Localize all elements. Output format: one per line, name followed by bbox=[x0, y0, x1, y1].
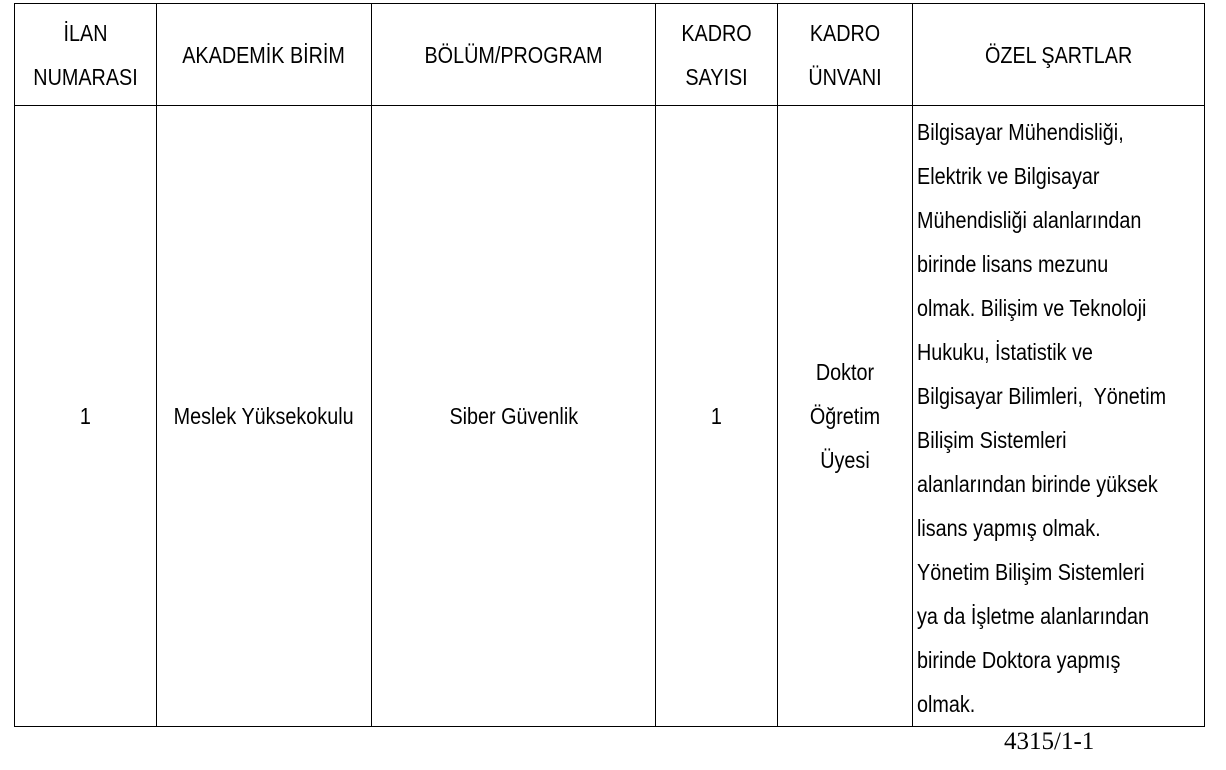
ozel-sartlar-line: lisans yapmış olmak. bbox=[917, 515, 1101, 541]
header-kadro-unvani-line-1: KADRO bbox=[809, 19, 881, 46]
kadro-unvani-line-2: Öğretim bbox=[809, 403, 881, 429]
bolum-program-value: Siber Güvenlik bbox=[449, 403, 578, 429]
header-ilan-numarasi-line-2: NUMARASI bbox=[33, 63, 138, 90]
cell-kadro-unvani bbox=[778, 106, 913, 727]
header-akademik-birim bbox=[157, 4, 372, 106]
header-ilan-numarasi-line-1: İLAN bbox=[63, 19, 108, 46]
akademik-birim-value: Meslek Yüksekokulu bbox=[174, 403, 354, 429]
kadro-unvani-line-3: Üyesi bbox=[820, 447, 870, 473]
header-akademik-birim-label: AKADEMİK BİRİM bbox=[182, 41, 346, 68]
ozel-sartlar-line: Bilgisayar Mühendisliği, bbox=[917, 119, 1124, 145]
header-kadro-unvani-line-2: ÜNVANI bbox=[808, 63, 882, 90]
ozel-sartlar-line: ya da İşletme alanlarından bbox=[917, 603, 1150, 629]
ilan-numarasi-value: 1 bbox=[79, 403, 91, 429]
ozel-sartlar-line: birinde lisans mezunu bbox=[917, 251, 1109, 277]
ozel-sartlar-line: Bilişim Sistemleri bbox=[917, 427, 1067, 453]
header-ilan-numarasi bbox=[15, 4, 157, 106]
ozel-sartlar-line: alanlarından birinde yüksek bbox=[917, 471, 1158, 497]
ozel-sartlar-line: birinde Doktora yapmış bbox=[917, 647, 1121, 673]
cell-akademik-birim bbox=[157, 106, 372, 727]
header-bolum-program bbox=[372, 4, 656, 106]
ozel-sartlar-line: olmak. bbox=[917, 691, 976, 717]
cell-ilan-numarasi bbox=[15, 106, 157, 727]
header-kadro-sayisi-line-2: SAYISI bbox=[685, 63, 748, 90]
header-row bbox=[15, 4, 1205, 106]
cell-ozel-sartlar bbox=[913, 106, 1205, 727]
header-kadro-sayisi-line-1: KADRO bbox=[681, 19, 752, 46]
kadro-sayisi-value: 1 bbox=[710, 403, 722, 429]
kadro-unvani-line-1: Doktor bbox=[815, 359, 875, 385]
ozel-sartlar-line: olmak. Bilişim ve Teknoloji bbox=[917, 295, 1147, 321]
header-ozel-sartlar bbox=[913, 4, 1205, 106]
ozel-sartlar-line: Hukuku, İstatistik ve bbox=[917, 339, 1093, 365]
header-kadro-sayisi bbox=[656, 4, 778, 106]
table-row bbox=[15, 106, 1205, 727]
cell-kadro-sayisi bbox=[656, 106, 778, 727]
header-ozel-sartlar-label: ÖZEL ŞARTLAR bbox=[984, 41, 1133, 68]
ozel-sartlar-line: Mühendisliği alanlarından bbox=[917, 207, 1142, 233]
ozel-sartlar-line: Bilgisayar Bilimleri, Yönetim bbox=[917, 383, 1167, 409]
header-bolum-program-label: BÖLÜM/PROGRAM bbox=[424, 41, 603, 68]
job-listing-table bbox=[14, 3, 1205, 727]
ozel-sartlar-line: Yönetim Bilişim Sistemleri bbox=[917, 559, 1145, 585]
cell-bolum-program bbox=[372, 106, 656, 727]
header-kadro-unvani bbox=[778, 4, 913, 106]
ozel-sartlar-line: Elektrik ve Bilgisayar bbox=[917, 163, 1100, 189]
reference-code: 4315/1-1 bbox=[1004, 728, 1095, 755]
